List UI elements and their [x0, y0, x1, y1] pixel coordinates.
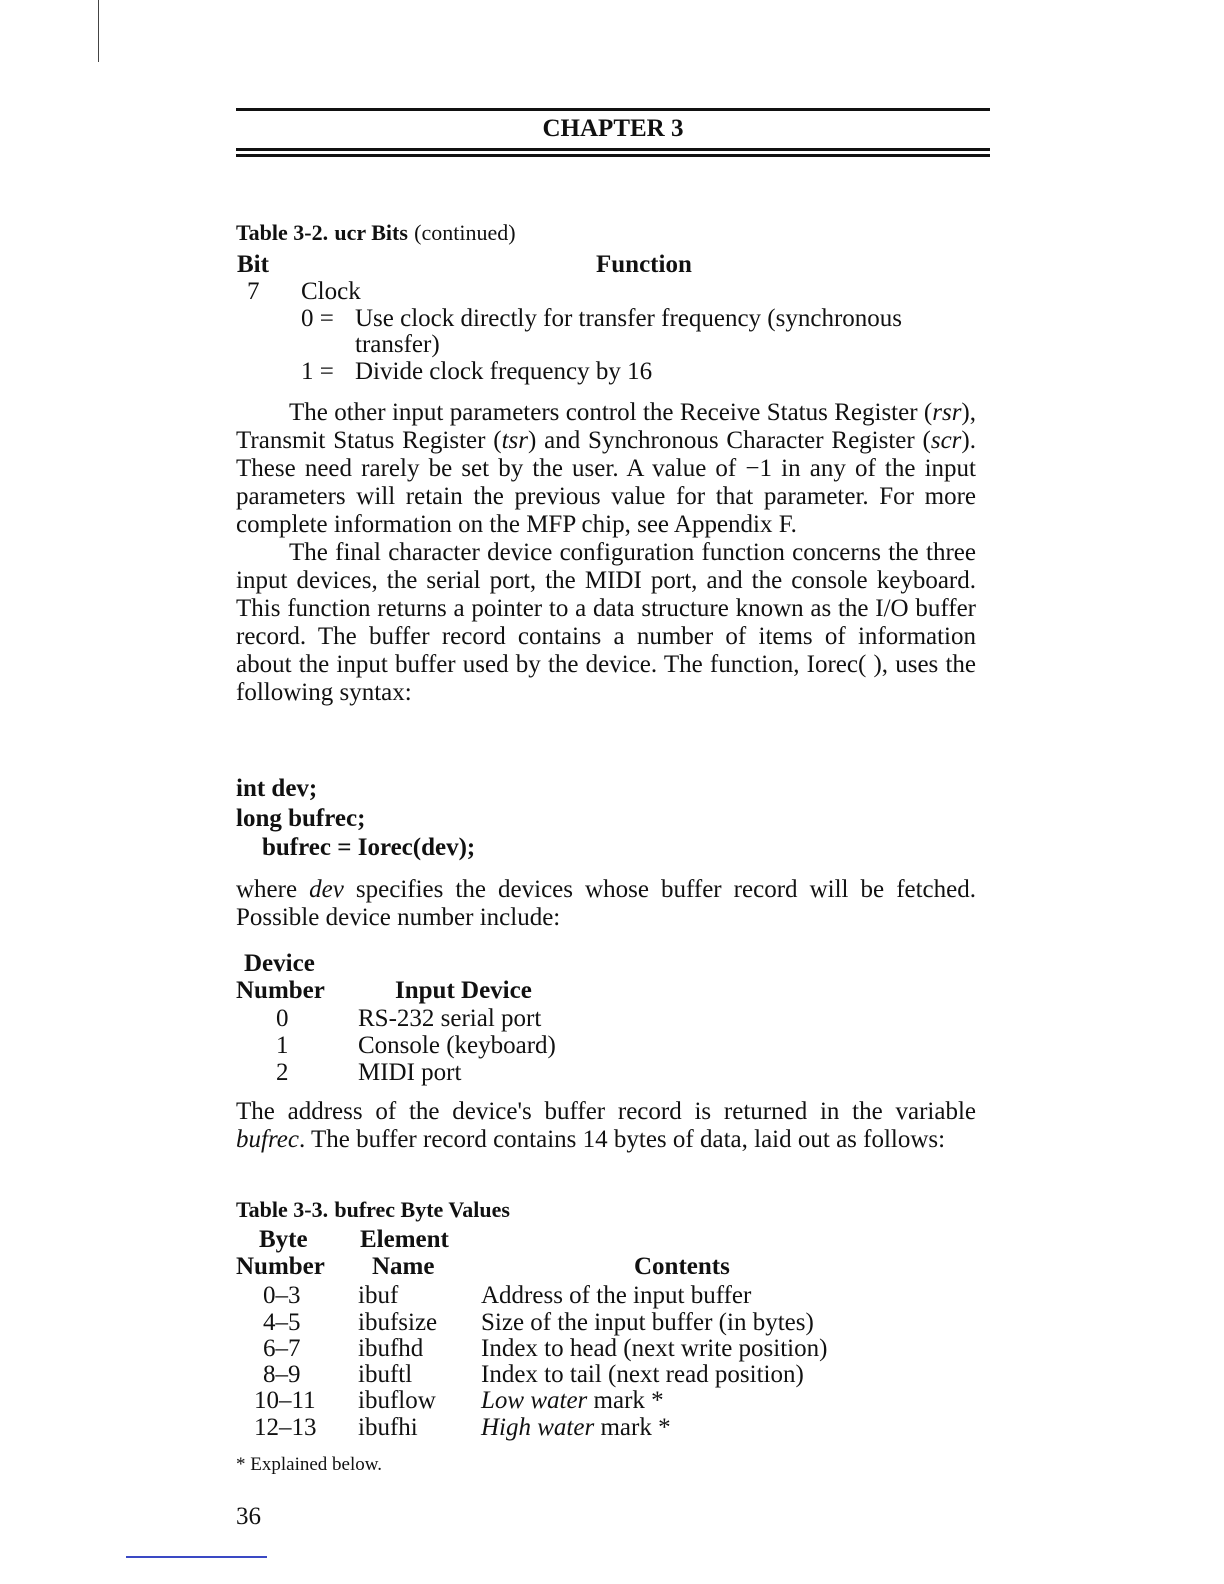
table-3-3-head-byte-1: Byte: [259, 1226, 308, 1253]
bufrec-row-byte: 6–7: [263, 1335, 301, 1362]
bit-option-1-text: Divide clock frequency by 16: [355, 358, 653, 385]
code-line-3: bufrec = Iorec(dev);: [262, 834, 476, 861]
bit-option-0-text: Use clock directly for transfer frequency (synchronous: [355, 305, 903, 332]
code-line-1: int dev;: [236, 775, 318, 802]
bufrec-row-contents: Index to head (next write position): [481, 1335, 828, 1362]
bufrec-row-byte: 12–13: [254, 1414, 317, 1441]
bit-name: Clock: [301, 278, 361, 305]
bufrec-row-contents: Low water mark *: [481, 1387, 664, 1414]
bufrec-row-byte: 8–9: [263, 1361, 301, 1388]
bufrec-row-element: ibuf: [358, 1282, 399, 1309]
bufrec-row-contents: Size of the input buffer (in bytes): [481, 1309, 814, 1336]
bufrec-row-contents: High water mark *: [481, 1414, 671, 1441]
table-footnote: * Explained below.: [236, 1454, 382, 1475]
table-3-3-head-contents: Contents: [634, 1253, 730, 1280]
code-line-2: long bufrec;: [236, 805, 366, 832]
paragraph-iorec: The final character device configuration function concerns the three input devices, the serial port, the MIDI port, and the console keyboard. This function returns a pointer to a data structure known as the I/O buffer record. The buffer record contains a number of items of information about the input buffer used by the device. The function, Iorec( ), uses the following syntax:: [236, 539, 976, 706]
table-3-3-head-element-2: Name: [372, 1253, 435, 1280]
bufrec-row-contents: Index to tail (next read position): [481, 1361, 804, 1388]
bufrec-row-element: ibufsize: [358, 1309, 438, 1336]
bit-number: 7: [247, 278, 260, 305]
bufrec-row-byte: 10–11: [254, 1387, 316, 1414]
bufrec-row-contents: Address of the input buffer: [481, 1282, 752, 1309]
table-3-3-caption: Table 3-3. bufrec Byte Values: [236, 1197, 510, 1222]
header-rule-top: [236, 108, 990, 111]
bit-option-0-text-cont: transfer): [355, 331, 440, 358]
paragraph-dev: where dev specifies the devices whose buffer record will be fetched. Possible device number include:: [236, 876, 977, 931]
device-table-head-3: Input Device: [395, 977, 532, 1004]
body-paragraphs-1: [236, 399, 976, 707]
bufrec-row-element: ibuftl: [358, 1361, 413, 1388]
table-3-3-head-byte-2: Number: [236, 1253, 325, 1280]
header-rule-bottom-2: [236, 154, 990, 157]
table-3-2-caption: Table 3-2. ucr Bits (continued): [236, 220, 516, 245]
device-row-number: 2: [276, 1059, 289, 1086]
header-rule-bottom-1: [236, 148, 990, 151]
bit-option-0-value: 0 =: [301, 305, 334, 332]
paragraph-bufrec: The address of the device's buffer record is returned in the variable bufrec. The buffer record contains 14 bytes of data, laid out as follows:: [236, 1098, 976, 1153]
bufrec-row-element: ibuflow: [358, 1387, 436, 1414]
device-row-number: 0: [276, 1005, 289, 1032]
bufrec-row-element: ibufhi: [358, 1414, 418, 1441]
scan-artifact-line: [126, 1556, 267, 1558]
table-3-2-col-function: Function: [596, 251, 692, 278]
chapter-heading: CHAPTER 3: [542, 115, 684, 142]
table-3-3-head-element-1: Element: [360, 1226, 449, 1253]
scan-edge-line: [98, 0, 99, 62]
bufrec-row-byte: 4–5: [263, 1309, 301, 1336]
bit-option-1-value: 1 =: [301, 358, 334, 385]
bufrec-row-element: ibufhd: [358, 1335, 424, 1362]
table-3-2-col-bit: Bit: [237, 251, 269, 278]
page-number: 36: [236, 1503, 261, 1530]
device-row-name: MIDI port: [358, 1059, 462, 1086]
device-table-head-2: Number: [236, 977, 325, 1004]
bufrec-row-byte: 0–3: [263, 1282, 301, 1309]
device-row-number: 1: [276, 1032, 289, 1059]
device-row-name: RS-232 serial port: [358, 1005, 542, 1032]
device-table-head-1: Device: [244, 950, 315, 977]
device-row-name: Console (keyboard): [358, 1032, 556, 1059]
paragraph-registers: The other input parameters control the Receive Status Register (rsr), Transmit Status Register (tsr) and Synchronous Character Register (scr). These need rarely be set by the user. A value of −1 in any of the input parameters will retain the previous value for that parameter. For more complete information on the MFP chip, see Appendix F.: [236, 399, 976, 538]
